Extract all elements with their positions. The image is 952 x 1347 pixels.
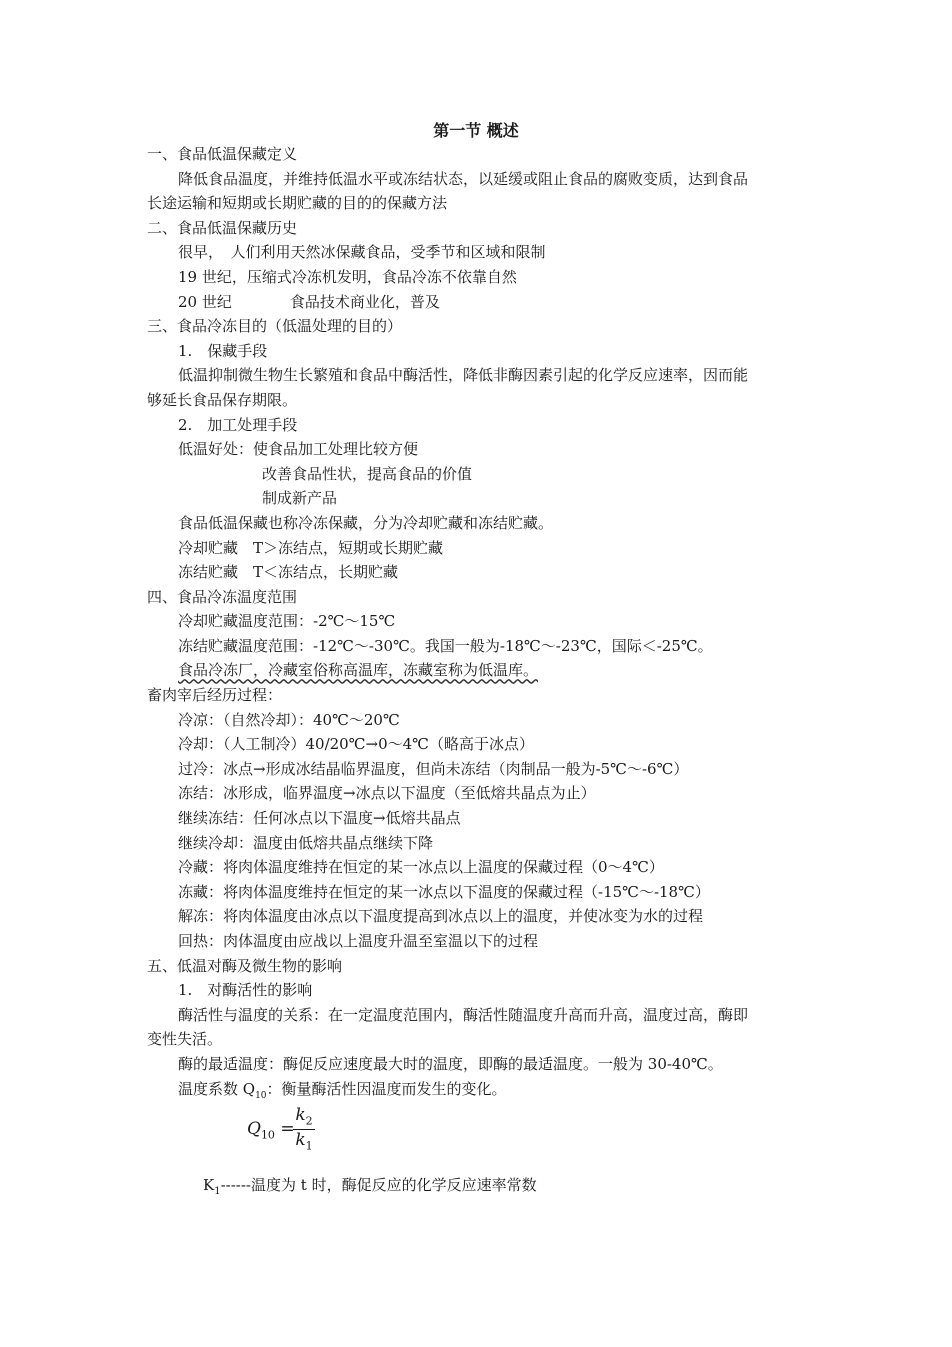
text-segment: ------温度为 t 时，酶促反应的化学反应速率常数 [220, 1176, 537, 1195]
text-line: 1. 保藏手段 [178, 341, 268, 360]
text-line: 畜肉宰后经历过程： [147, 686, 283, 705]
q10-formula [147, 1101, 812, 1173]
text-line: 三、食品冷冻目的（低温处理的目的） [147, 317, 403, 336]
text-line: 冷却贮藏 T＞冻结点，短期或长期贮藏 [178, 538, 444, 557]
text-segment: 温度系数 Q [178, 1079, 256, 1098]
text-line: 变性失活。 [147, 1030, 223, 1049]
text-line: 1. 对酶活性的影响 [178, 981, 313, 1000]
text-line: 冷藏：将肉体温度维持在恒定的某一冰点以上温度的保藏过程（0～4℃） [178, 858, 664, 877]
formula-lhs [247, 1119, 295, 1141]
fraction-denominator [293, 1130, 315, 1152]
text-line-wavy-underlined [147, 658, 812, 683]
formula-symbol: k [295, 1129, 306, 1150]
text-line: 食品低温保藏也称冷冻保藏，分为冷却贮藏和冻结贮藏。 [178, 513, 554, 532]
text-segment: ：衡量酶活性因温度而发生的变化。 [266, 1079, 507, 1098]
text-line: 继续冷却：温度由低熔共晶点继续下降 [178, 833, 434, 852]
text-line-k1 [147, 1173, 812, 1198]
text-line: 很早， 人们利用天然冰保藏食品，受季节和区域和限制 [178, 243, 546, 262]
text-line: 长途运输和短期或长期贮藏的目的的保藏方法 [147, 194, 448, 213]
text-line-q10 [147, 1077, 812, 1102]
text-line: 冷却贮藏温度范围：-2℃～15℃ [178, 612, 396, 631]
subscript: 1 [214, 1186, 221, 1198]
formula-fraction [293, 1105, 315, 1152]
text-segment: K [203, 1176, 215, 1195]
text-line: 解冻：将肉体温度由冰点以下温度提高到冰点以上的温度，并使冰变为水的过程 [178, 907, 704, 926]
text-line: 冻结贮藏温度范围：-12℃～-30℃。我国一般为-18℃～-23℃，国际＜-25℃。 [178, 636, 713, 655]
text-line: 够延长食品保存期限。 [147, 390, 298, 409]
fraction-numerator [293, 1105, 315, 1129]
formula-symbol: Q [247, 1119, 261, 1140]
text-line: 一、食品低温保藏定义 [147, 145, 298, 163]
text-line: 制成新产品 [262, 489, 338, 508]
text-line: 冻藏：将肉体温度维持在恒定的某一冰点以下温度的保藏过程（-15℃～-18℃） [178, 882, 710, 901]
text-line: 酶的最适温度：酶促反应速度最大时的温度，即酶的最适温度。一般为 30-40℃。 [178, 1054, 723, 1073]
section-title: 第一节 概述 [433, 121, 519, 140]
text-line-20th-century [147, 290, 812, 315]
text-line: 低温抑制微生物生长繁殖和食品中酶活性，降低非酶因素引起的化学反应速率，因而能 [178, 366, 749, 385]
wavy-underlined-text: 食品冷冻厂，冷藏室俗称高温库，冻藏室称为低温库。 [178, 661, 539, 680]
text-line: 冷却：（人工制冷）40/20℃→0～4℃（略高于冰点） [178, 735, 534, 754]
text-segment: 20 世纪 [178, 292, 232, 311]
subscript: 2 [305, 1114, 313, 1128]
text-line: 冷凉：（自然冷却）：40℃～20℃ [178, 710, 400, 729]
equals-sign: = [274, 1119, 295, 1140]
subscript: 1 [305, 1138, 313, 1152]
text-line: 四、食品冷冻温度范围 [147, 587, 298, 606]
text-line: 改善食品性状，提高食品的价值 [262, 464, 473, 483]
subscript: 10 [255, 1090, 267, 1101]
text-line: 低温好处：使食品加工处理比较方便 [178, 440, 419, 459]
subscript: 10 [260, 1128, 275, 1142]
text-line: 过冷：冰点→形成冰结晶临界温度，但尚未冻结（肉制品一般为-5℃～-6℃） [178, 759, 689, 778]
text-segment: 食品技术商业化，普及 [289, 292, 440, 311]
text-line: 降低食品温度，并维持低温水平或冻结状态，以延缓或阻止食品的腐败变质，达到食品 [178, 169, 749, 188]
text-line: 二、食品低温保藏历史 [147, 218, 298, 237]
text-line: 回热：肉体温度由应战以上温度升温至室温以下的过程 [178, 932, 539, 950]
text-line: 继续冻结：任何冰点以下温度→低熔共晶点 [178, 809, 461, 828]
text-line: 冻结贮藏 T＜冻结点，长期贮藏 [178, 563, 399, 582]
text-line: 五、低温对酶及微生物的影响 [147, 956, 343, 975]
formula-symbol: k [295, 1105, 306, 1126]
text-line: 19 世纪，压缩式冷冻机发明，食品冷冻不依靠自然 [178, 267, 517, 286]
text-line: 2. 加工处理手段 [178, 415, 298, 434]
document-body [147, 142, 812, 1198]
text-line: 酶活性与温度的关系：在一定温度范围内，酶活性随温度升高而升高，温度过高，酶即 [178, 1005, 749, 1024]
text-line: 冻结：冰形成，临界温度→冰点以下温度（至低熔共晶点为止） [178, 784, 596, 803]
